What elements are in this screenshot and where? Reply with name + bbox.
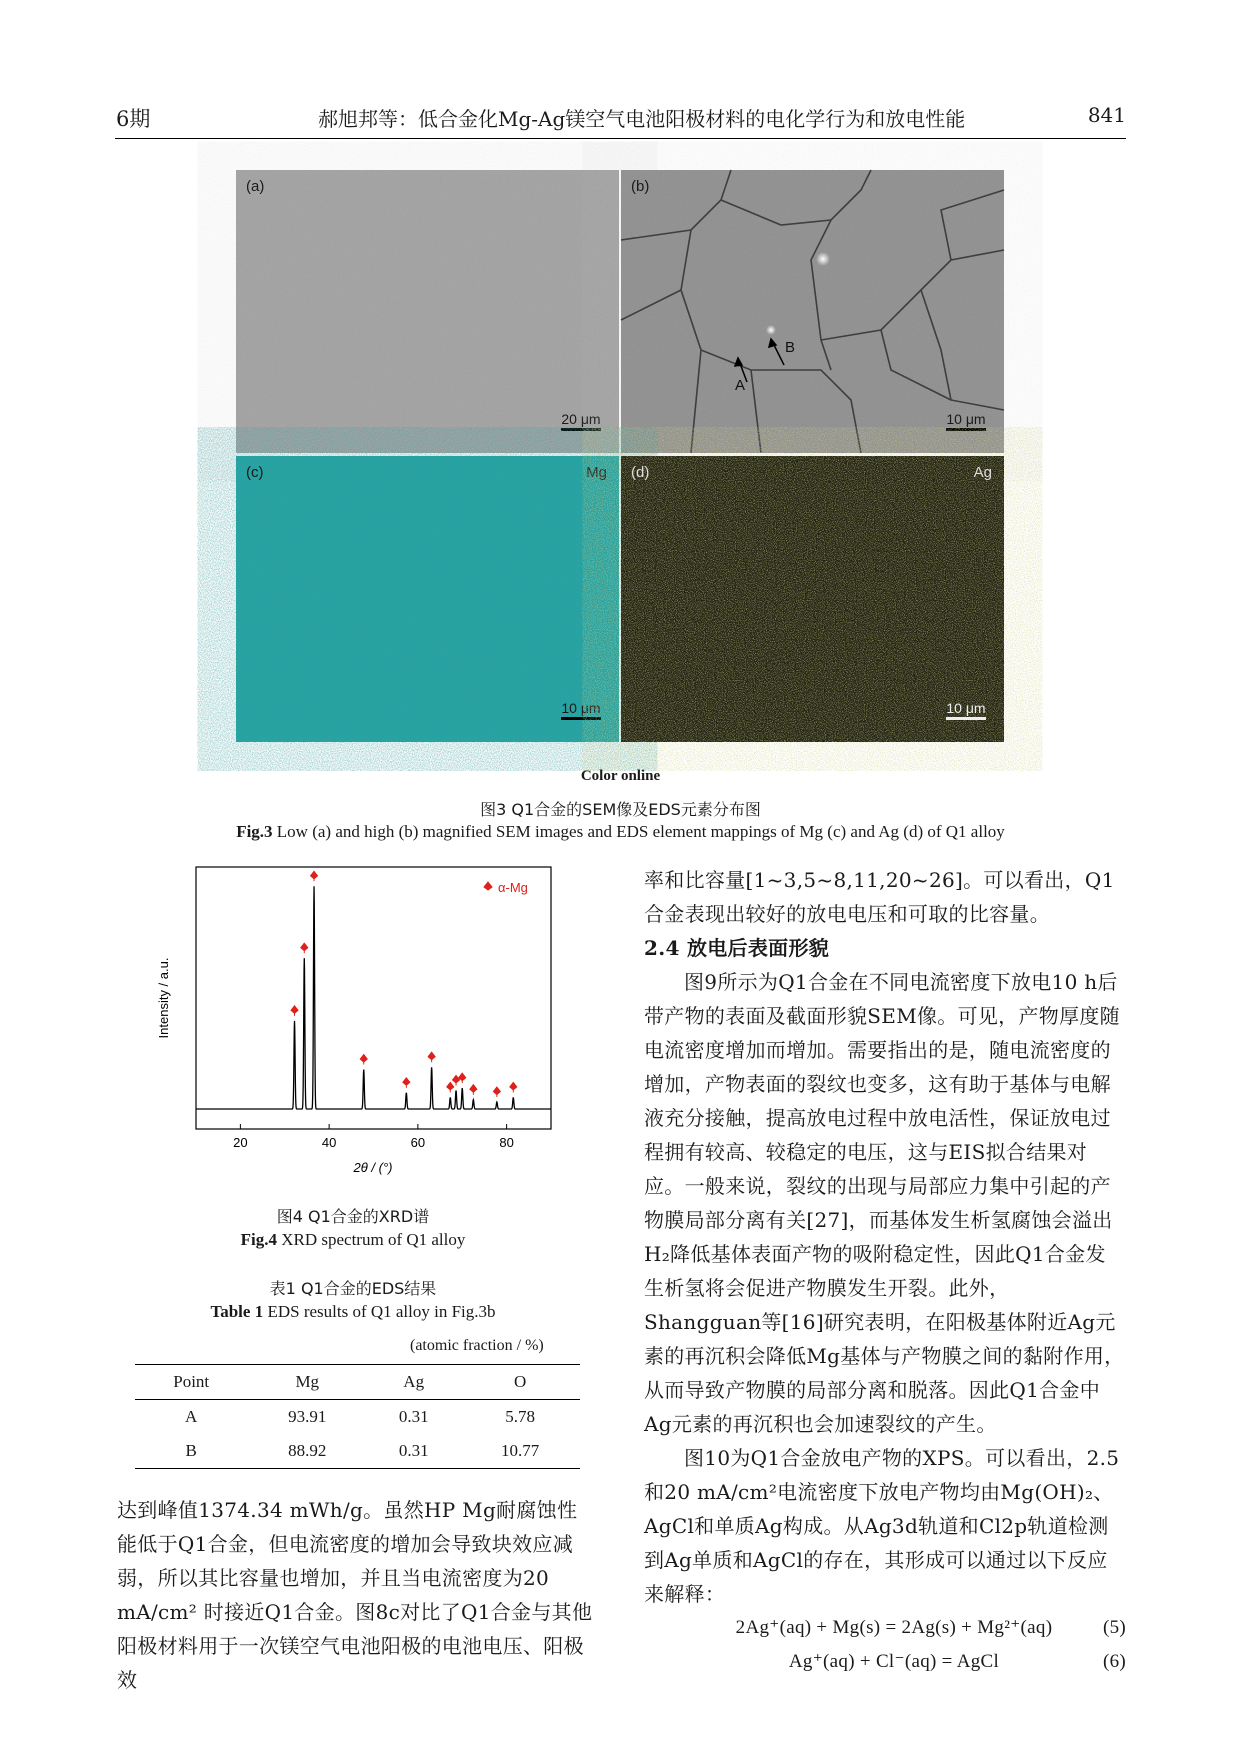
x-tick-label: 20 (233, 1135, 248, 1150)
equation-number: (6) (1102, 1651, 1126, 1672)
left-column-text (117, 1493, 597, 1697)
panel-label: (a) (246, 178, 265, 195)
equation-5 (644, 1611, 1126, 1645)
cell-mg: 88.92 (247, 1434, 367, 1469)
table-row (135, 1434, 580, 1469)
scale-bar (946, 700, 986, 720)
annotation-a: A (735, 377, 746, 394)
caption-text: XRD spectrum of Q1 alloy (276, 1230, 466, 1249)
paragraph: 达到峰值1374.34 mWh/g。虽然HP Mg耐腐蚀性能低于Q1合金，但电流密度的增加会导致块效应减弱，所以其比容量也增加，并且当电流密度为20 mA/cm² 时接近Q1合金。图8c对比了Q1合金与其他阳极材料用于一次镁空气电池阳极的电池电压、阳极效 (117, 1498, 593, 1692)
y-axis-label: Intensity / a.u. (156, 957, 171, 1039)
alpha-mg-peak-marker (459, 1073, 466, 1083)
table-row (135, 1400, 580, 1435)
legend (484, 880, 528, 895)
equation-6 (644, 1645, 1126, 1679)
alpha-mg-peak-marker (428, 1052, 435, 1062)
panel-label: (d) (631, 464, 650, 481)
caption-label: Table 1 (210, 1302, 264, 1321)
cell-mg: 93.91 (288, 1407, 327, 1426)
element-label: Mg (586, 464, 607, 481)
header-ag: Ag (367, 1365, 460, 1400)
peak-markers (291, 871, 517, 1097)
header-o: O (460, 1365, 580, 1400)
equation-number: (5) (1102, 1617, 1126, 1638)
alpha-mg-peak-marker (311, 871, 318, 881)
paragraph: 率和比容量[1~3,5~8,11,20~26]。可以看出，Q1合金表现出较好的放电电压和可取的比容量。 (644, 868, 1115, 926)
caption-label: Fig.4 (240, 1230, 277, 1249)
header-point: Point (135, 1365, 247, 1400)
header-mg: Mg (247, 1365, 367, 1400)
cell-o: 5.78 (505, 1407, 535, 1426)
x-tick-label: 80 (499, 1135, 514, 1150)
panel-label: (b) (631, 178, 650, 195)
section-heading: 2.4 放电后表面形貌 (644, 936, 830, 960)
sem-panel-b (621, 170, 1004, 453)
table-1-caption-cn: 表1 Q1合金的EDS结果 (269, 1279, 437, 1298)
legend-label: α-Mg (498, 880, 528, 895)
figure-3-caption-cn: 图3 Q1合金的SEM像及EDS元素分布图 (480, 800, 761, 819)
scale-bar (561, 411, 601, 431)
cell-o: 10.77 (460, 1434, 580, 1469)
paragraph: 图9所示为Q1合金在不同电流密度下放电10 h后带产物的表面及截面形貌SEM像。可见，产物厚度随电流密度增加而增加。需要指出的是，随电流密度的增加，产物表面的裂纹也变多，这有助于基体与电解液充分接触，提高放电过程中放电活性，保证放电过程拥有较高、较稳定的电压，这与EIS拟合结果对应。一般来说，裂纹的出现与局部应力集中引起的产物膜局部分离有关[27]，而基体发生析氢腐蚀会溢出H₂降低基体表面产物的吸附稳定性，因此Q1合金发生析氢将会促进产物膜发生开裂。此外，Shangguan等[16]研究表明，在阳极基体附近Ag元素的再沉积会降低Mg基体与产物膜之间的黏附作用，从而导致产物膜的局部分离和脱落。因此Q1合金中Ag元素的再沉积也会加速裂纹的产生。 (644, 970, 1125, 1436)
sem-panel-a (236, 170, 619, 453)
figure-3-caption-en (0, 822, 1241, 842)
cell-point: B (135, 1434, 247, 1469)
scale-bar (561, 700, 601, 720)
cell-point: A (185, 1407, 198, 1426)
alpha-mg-peak-marker (447, 1082, 454, 1092)
equation-expression: 2Ag⁺(aq) + Mg(s) = 2Ag(s) + Mg²⁺(aq) (735, 1617, 1053, 1638)
x-axis-label: 2θ / (°) (353, 1160, 393, 1175)
scale-label: 10 μm (561, 700, 601, 716)
caption-text: Low (a) and high (b) magnified SEM images and EDS element mappings of Mg (c) and Ag (d) of Q1 alloy (272, 822, 1005, 841)
alpha-mg-peak-marker (510, 1082, 517, 1092)
x-tick-label: 40 (321, 1135, 337, 1150)
element-label: Ag (973, 464, 992, 481)
alpha-mg-peak-marker (493, 1087, 500, 1097)
right-column-text (644, 863, 1126, 1679)
alpha-mg-peak-marker (403, 1078, 410, 1088)
alpha-mg-peak-marker (301, 943, 308, 953)
panel-label: (c) (246, 464, 264, 481)
annotation-b: B (785, 339, 796, 356)
xrd-chart (158, 865, 568, 1195)
page-number: 841 (1087, 103, 1126, 127)
issue-number: 6期 (116, 107, 151, 131)
table-1-caption-en (118, 1302, 588, 1322)
alpha-mg-peak-marker (470, 1085, 477, 1095)
caption-text: EDS results of Q1 alloy in Fig.3b (263, 1302, 496, 1321)
cell-ag: 0.31 (367, 1434, 460, 1469)
xrd-pattern-line (196, 886, 551, 1109)
alpha-mg-peak-marker (453, 1075, 460, 1085)
paragraph: 图10为Q1合金放电产物的XPS。可以看出，2.5和20 mA/cm²电流密度下放电产物均由Mg(OH)₂、AgCl和单质Ag构成。从Ag3d轨道和Cl2p轨道检测到Ag单质和AgCl的存在，其形成可以通过以下反应来解释： (644, 1446, 1120, 1606)
figure-4-caption-en (118, 1230, 588, 1250)
legend-marker (484, 882, 492, 890)
scale-label: 20 μm (561, 411, 601, 427)
caption-label: Fig.3 (236, 822, 273, 841)
x-axis-ticks (233, 1124, 514, 1150)
alpha-mg-peak-marker (291, 1006, 298, 1016)
running-title: 郝旭邦等：低合金化Mg-Ag镁空气电池阳极材料的电化学行为和放电性能 (318, 107, 966, 131)
equation-expression: Ag⁺(aq) + Cl⁻(aq) = AgCl (788, 1651, 1000, 1672)
scale-bar (946, 411, 986, 431)
table-unit: (atomic fraction / %) (410, 1337, 544, 1354)
eds-results-table (135, 1364, 580, 1469)
cell-ag: 0.31 (398, 1407, 429, 1426)
color-online-note: Color online (580, 768, 661, 784)
eds-map-ag (621, 456, 1004, 742)
scale-label: 10 μm (946, 700, 986, 716)
eds-map-mg (236, 456, 619, 742)
alpha-mg-peak-marker (360, 1055, 367, 1065)
header-rule (115, 138, 1126, 139)
scale-label: 10 μm (946, 411, 986, 427)
figure-4-caption-cn: 图4 Q1合金的XRD谱 (276, 1207, 430, 1226)
x-tick-label: 60 (410, 1135, 426, 1150)
table-header-row (135, 1365, 580, 1400)
